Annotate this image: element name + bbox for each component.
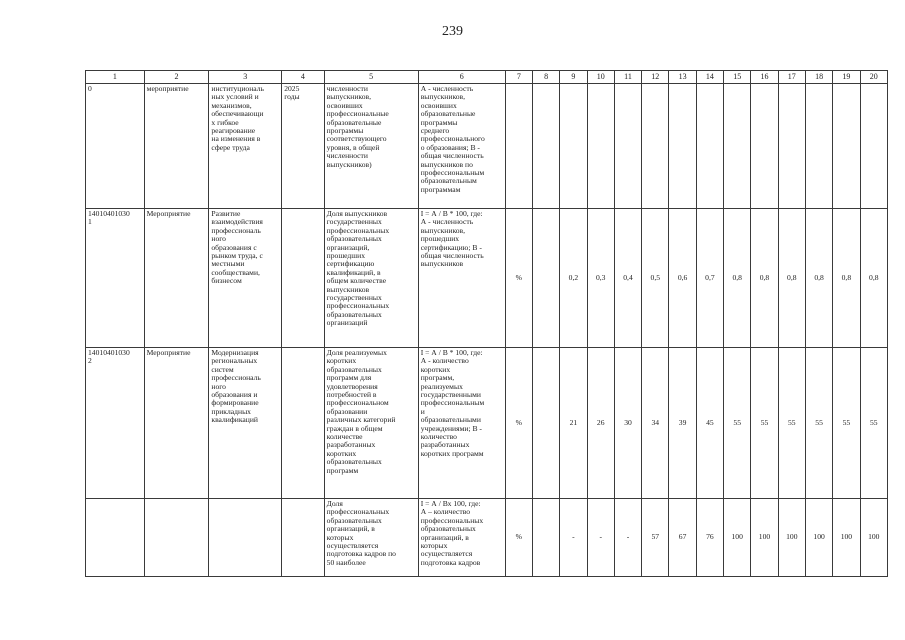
formula-cell: А - численность выпускников, освоивших образовательные программы среднего профессионального о образования; В - общая численность выпускников по профессиональным образовательным программам	[418, 84, 505, 209]
indicator-cell: Доля реализуемых коротких образовательных программ для удовлетворения потребностей в профессиональном образовании различных категорий граждан в общем количестве разработанных коротких образовательных программ	[324, 348, 418, 499]
header-cell: 13	[669, 71, 696, 84]
table-row	[86, 209, 888, 348]
indicator-cell: Доля профессиональных образовательных организаций, в которых осуществляется подготовка кадров по 50 наиболее	[324, 499, 418, 577]
value-cell	[532, 84, 559, 209]
value-cell: -	[560, 499, 587, 577]
unit-cell	[505, 84, 532, 209]
header-cell: 18	[805, 71, 832, 84]
value-cell: 100	[778, 499, 805, 577]
value-cell: 0,4	[614, 209, 641, 348]
header-cell: 12	[642, 71, 669, 84]
value-cell: 100	[751, 499, 778, 577]
header-cell: 14	[696, 71, 723, 84]
header-cell: 1	[86, 71, 145, 84]
period-cell	[282, 209, 324, 348]
value-cell: 100	[833, 499, 860, 577]
value-cell	[805, 84, 832, 209]
header-cell: 8	[532, 71, 559, 84]
table-row	[86, 348, 888, 499]
value-cell	[724, 84, 751, 209]
value-cell: 0,8	[751, 209, 778, 348]
period-cell: 2025 годы	[282, 84, 324, 209]
value-cell: 100	[724, 499, 751, 577]
value-cell	[751, 84, 778, 209]
value-cell	[560, 84, 587, 209]
unit-cell: %	[505, 209, 532, 348]
value-cell: -	[587, 499, 614, 577]
formula-cell: I = А / В * 100, где: А - количество коротких программ, реализуемых государственными профессиональным и образовательными учреждениями; В - количество разработанных коротких программ	[418, 348, 505, 499]
table-row	[86, 84, 888, 209]
header-cell: 2	[144, 71, 209, 84]
value-cell: 76	[696, 499, 723, 577]
unit-cell: %	[505, 348, 532, 499]
period-cell	[282, 348, 324, 499]
value-cell: 34	[642, 348, 669, 499]
value-cell: 21	[560, 348, 587, 499]
value-cell	[532, 209, 559, 348]
unit-cell: %	[505, 499, 532, 577]
header-cell: 20	[860, 71, 887, 84]
header-cell: 19	[833, 71, 860, 84]
value-cell	[532, 499, 559, 577]
header-cell: 11	[614, 71, 641, 84]
type-cell: мероприятие	[144, 84, 209, 209]
value-cell: 100	[860, 499, 887, 577]
value-cell: 0,8	[724, 209, 751, 348]
header-cell: 10	[587, 71, 614, 84]
header-cell: 15	[724, 71, 751, 84]
period-cell	[282, 499, 324, 577]
value-cell	[860, 84, 887, 209]
value-cell: 55	[805, 348, 832, 499]
indicator-cell: численности выпускников, освоивших профессиональные образовательные программы соответствующего уровня, в общей численности выпускников)	[324, 84, 418, 209]
value-cell	[614, 84, 641, 209]
value-cell	[778, 84, 805, 209]
type-cell: Мероприятие	[144, 348, 209, 499]
name-cell: Модернизация региональных систем профессиональ ного образования и формирование прикладных квалификаций	[209, 348, 282, 499]
header-cell: 9	[560, 71, 587, 84]
value-cell: 0,2	[560, 209, 587, 348]
table-row	[86, 499, 888, 577]
value-cell: 55	[751, 348, 778, 499]
value-cell: 39	[669, 348, 696, 499]
value-cell: 55	[724, 348, 751, 499]
value-cell: 0,7	[696, 209, 723, 348]
value-cell: 55	[833, 348, 860, 499]
indicator-cell: Доля выпускников государственных профессиональных образовательных организаций, прошедших сертификацию квалификаций, в общем количестве выпускников государственных профессиональных образовательных организаций	[324, 209, 418, 348]
type-cell	[144, 499, 209, 577]
header-cell: 16	[751, 71, 778, 84]
value-cell: 55	[860, 348, 887, 499]
value-cell: 0,8	[778, 209, 805, 348]
header-row	[86, 71, 888, 84]
value-cell	[833, 84, 860, 209]
value-cell	[642, 84, 669, 209]
header-cell: 17	[778, 71, 805, 84]
code-cell: 14010401030 1	[86, 209, 145, 348]
name-cell: Развитие взаимодействия профессиональ ного образования с рынком труда, с местными сообществами, бизнесом	[209, 209, 282, 348]
value-cell: 57	[642, 499, 669, 577]
formula-cell: I = А / Вх 100, где: А – количество профессиональных образовательных организаций, в которых осуществляется подготовка кадров	[418, 499, 505, 577]
value-cell: 0,3	[587, 209, 614, 348]
value-cell	[532, 348, 559, 499]
name-cell: институциональ ных условий и механизмов, обеспечивающи х гибкое реагирование на изменения в сфере труда	[209, 84, 282, 209]
header-cell: 4	[282, 71, 324, 84]
code-cell	[86, 499, 145, 577]
value-cell: 30	[614, 348, 641, 499]
name-cell	[209, 499, 282, 577]
page-number: 239	[442, 24, 463, 39]
value-cell	[696, 84, 723, 209]
formula-cell: I = А / В * 100, где: А - численность выпускников, прошедших сертификацию; В - общая численность выпускников	[418, 209, 505, 348]
value-cell: -	[614, 499, 641, 577]
type-cell: Мероприятие	[144, 209, 209, 348]
value-cell: 0,8	[805, 209, 832, 348]
value-cell: 67	[669, 499, 696, 577]
header-cell: 3	[209, 71, 282, 84]
value-cell: 26	[587, 348, 614, 499]
value-cell: 55	[778, 348, 805, 499]
header-cell: 7	[505, 71, 532, 84]
code-cell: 14010401030 2	[86, 348, 145, 499]
header-cell: 5	[324, 71, 418, 84]
indicators-table	[85, 70, 888, 577]
value-cell: 0,5	[642, 209, 669, 348]
value-cell: 0,8	[860, 209, 887, 348]
value-cell: 45	[696, 348, 723, 499]
value-cell	[587, 84, 614, 209]
value-cell: 100	[805, 499, 832, 577]
header-cell: 6	[418, 71, 505, 84]
value-cell: 0,8	[833, 209, 860, 348]
value-cell	[669, 84, 696, 209]
value-cell: 0,6	[669, 209, 696, 348]
code-cell: 0	[86, 84, 145, 209]
